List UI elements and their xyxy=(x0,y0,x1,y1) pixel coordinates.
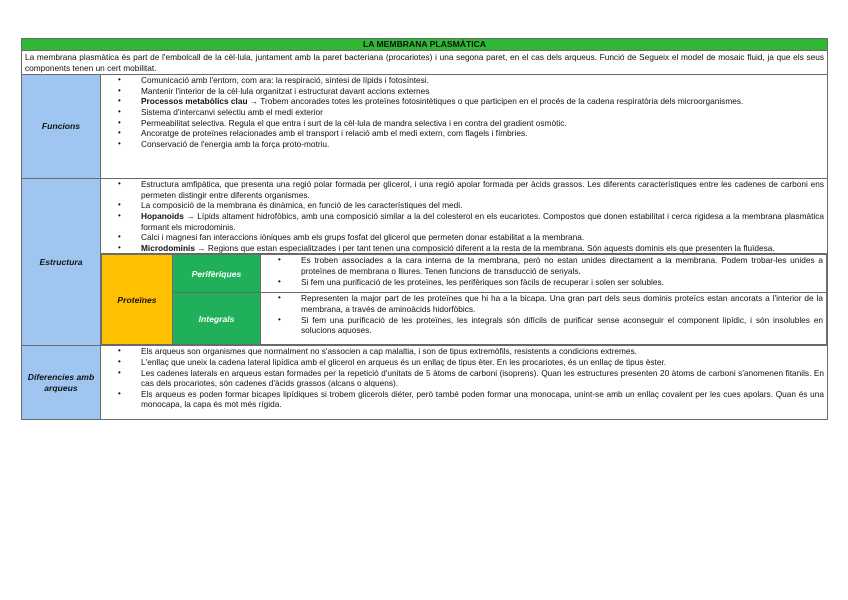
proteines-cell xyxy=(101,254,828,346)
periferiques-list xyxy=(261,255,826,287)
section-label-estructura: Estructura xyxy=(22,179,101,346)
diferencies-item: • L'enllaç que uneix la cadena lateral lipídica amb el glicerol en arqueus és un enllaç de tipus èter. En les procariotes, és un enllaç de tipus èster. xyxy=(141,357,824,368)
funcions-item-text: Mantenir l'interior de la cèl·lula organitzat i estructurat davant accions externes xyxy=(141,85,430,96)
estructura-item xyxy=(141,243,824,254)
funcions-item xyxy=(141,139,824,150)
estructura-item-text: → Lípids altament hidrofòbics, amb una composició similar a la del colesterol en els eucariotes. Compostos que donen estabilitat i cerca rigidesa a la membrana plasmàtica formant els microdominis. xyxy=(141,210,825,232)
funcions-item xyxy=(141,128,824,139)
diferencies-item: • Els arqueus es poden formar bicapes lipídiques si trobem glicerols diéter, però també poden formar una monocapa, unint-se amb un enllaç covalent per les cues apolars. Quan és una monocapa, la capa és mot més rígida. xyxy=(141,389,824,410)
diferencies-item: • Els arqueus son organismes que normalment no s'associen a cap malaltia, i son de tipus extremòfils, resistents a condicions extremes. xyxy=(141,346,824,357)
funcions-content xyxy=(101,75,828,179)
funcions-item-text: → Trobem ancorades totes les proteïnes fotosintètiques o que participen en el procés de la cadena respiratòria dels microorganismes. xyxy=(247,96,744,107)
section-label-diferencies: Diferencies amb arqueus xyxy=(22,346,101,420)
estructura-item-text: → Regions que estan especialitzades i per tant tenen una composició diferent a la resta de la membrana. Són aquests dominis els que presenten la fluïdesa. xyxy=(194,242,775,253)
periferiques-item: • Si fem una purificació de les proteïnes, les perifèriques son fàcils de recuperar i solen ser solubles. xyxy=(301,277,823,288)
diferencies-content xyxy=(101,346,828,420)
funcions-item-text: Comunicació amb l'entorn, com ara: la respiració, síntesi de lípids i fotosíntesi. xyxy=(141,75,429,86)
integrals-list xyxy=(261,293,826,335)
funcions-item xyxy=(141,107,824,118)
funcions-item xyxy=(141,118,824,129)
estructura-item xyxy=(141,211,824,232)
estructura-item xyxy=(141,179,824,200)
estructura-item-text: Estructura amfipàtica, que presenta una regió polar formada per glicerol, i una regió apolar formada per àcids grassos. Les diferents característiques entre les cadenes de carboni ens permeten distingir entre diferents organismes. xyxy=(141,179,825,200)
diferencies-list xyxy=(101,346,827,410)
estructura-item-term: Hopanoids xyxy=(141,210,184,221)
estructura-item xyxy=(141,200,824,211)
funcions-item-text: Conservació de l'energia amb la força proto-motriu. xyxy=(141,138,330,149)
table-title: LA MEMBRANA PLASMÀTICA xyxy=(22,39,828,51)
estructura-item xyxy=(141,232,824,243)
funcions-item-text: Sistema d'intercanvi selectiu amb el medi exterior xyxy=(141,106,323,117)
funcions-item xyxy=(141,75,824,86)
proteines-table xyxy=(101,254,827,345)
intro-paragraph: La membrana plasmàtica és part de l'embolcall de la cèl·lula, juntament amb la paret bacteriana (procariotes) i una segona paret, en el cas dels arqueus. Funció de Segueix el model de mosaic fluid, ja que els seus components tenen un cert mobilitat. xyxy=(22,51,828,75)
funcions-item-term: Processos metabòlics clau xyxy=(141,96,248,107)
integrals-content xyxy=(261,293,827,345)
funcions-item-text: Ancoratge de proteïnes relacionades amb el transport i relació amb el medi extern, com flagels i fímbries. xyxy=(141,128,528,139)
funcions-list xyxy=(101,75,827,149)
integrals-item: • Representen la major part de les proteïnes que hi ha a la bicapa. Una gran part dels seus dominis proteïcs estan ancorats a l'interior de la membrana, a través de aminoàcids hidorfòbics. xyxy=(301,293,823,314)
estructura-list xyxy=(101,179,827,253)
funcions-item xyxy=(141,86,824,97)
periferiques-content xyxy=(261,255,827,293)
summary-table xyxy=(21,38,828,420)
funcions-item-text: Permeabilitat selectiva. Regula el que entra i surt de la cèl·lula de mandra selectiva i en contra del gradient osmòtic. xyxy=(141,117,567,128)
estructura-item-term: Microdominis xyxy=(141,242,195,253)
integrals-label: Integrals xyxy=(173,293,261,345)
funcions-item xyxy=(141,96,824,107)
estructura-item-text: La composició de la membrana és dinàmica, en funció de les característiques del medi. xyxy=(141,200,463,211)
estructura-content xyxy=(101,179,828,254)
periferiques-label: Perifèriques xyxy=(173,255,261,293)
section-label-funcions: Funcions xyxy=(22,75,101,179)
estructura-item-text: Calci i magnesi fan interaccions iòniques amb els grups fosfat del glicerol que permeten donar estabilitat a la membrana. xyxy=(141,232,585,243)
integrals-item: • Si fem una purificació de les proteïnes, les integrals són difícils de purificar sense aconseguir el component lipídic, i són insolubles en solucions aquoses. xyxy=(301,315,823,336)
proteines-label: Proteïnes xyxy=(102,255,173,345)
diferencies-item: • Les cadenes laterals en arqueus estan formades per la repetició d'unitats de 5 àtoms de carboni (isoprens). Quan les estructures presenten 20 àtoms de carboni s'anomenen fitanils. En cas dels procariotes, són cadenes d'àcids grassos (alcans o alquens). xyxy=(141,368,824,389)
periferiques-item: • Es troben associades a la cara interna de la membrana, però no estan unides directament a la membrana. Podem trobar-les unides a proteïnes de membrana o lliures. Tenen funcions de transducció de senyals. xyxy=(301,255,823,276)
